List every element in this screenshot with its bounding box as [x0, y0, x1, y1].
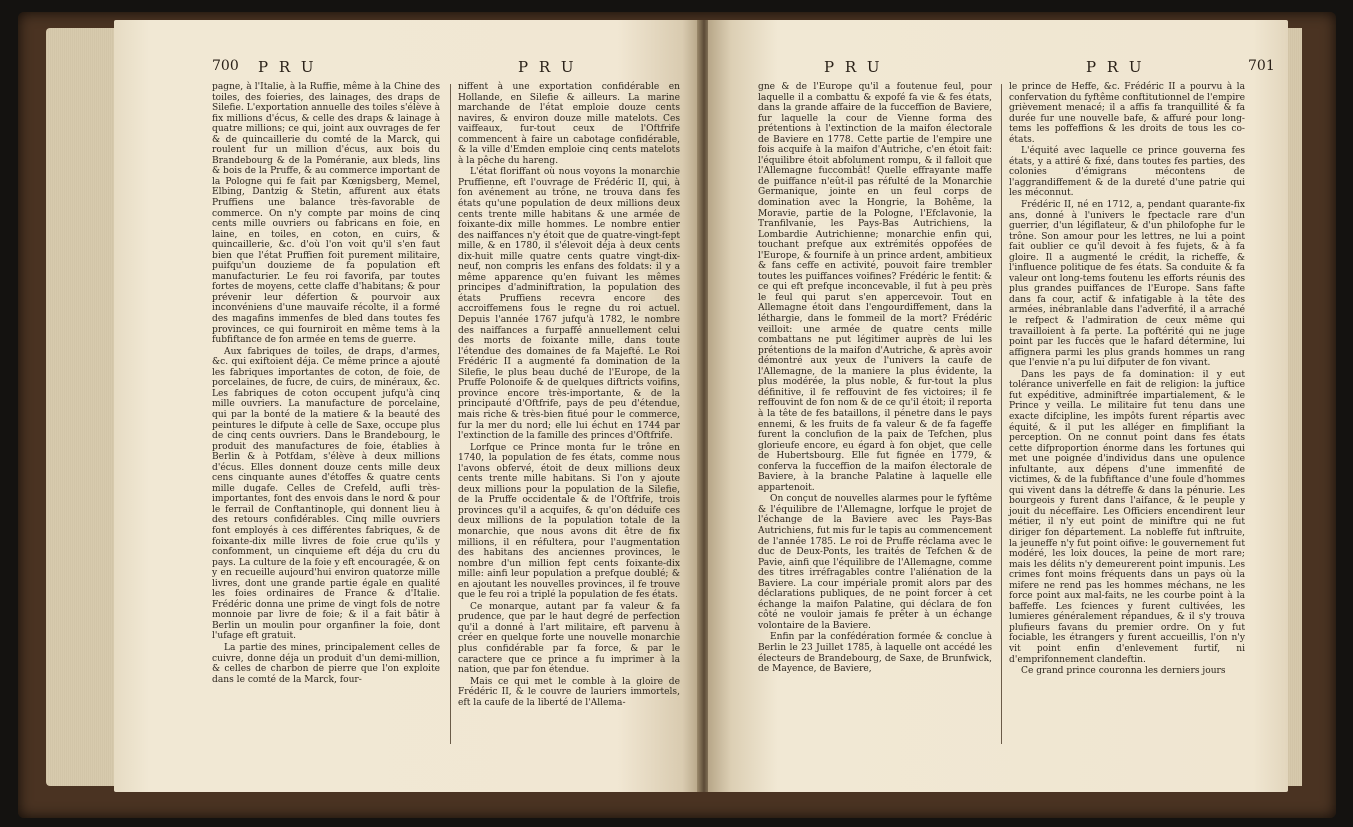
- left-column-2: [458, 82, 680, 709]
- right-running-head-1: P R U: [824, 58, 883, 76]
- paragraph: Frédéric II, né en 1712, a, pendant quarante-fix ans, donné à l'univers le fpectacle rare d'un guerrier, d'un légiflateur, & d'un philofophe fur le trône. Son amour pour les lettres, ne lui a point fait oublier ce qu'il devoit à fes fujets, & à fa gloire. Il a augmenté le crédit, la richeffe, & l'influence politique de fes états. Sa conduite & fa valeur ont long-tems foutenu les efforts réunis des plus grandes puiffances de l'Europe. Sans fafte dans fa cour, actif & infatigable à la tête des armées, inébranlable dans l'adverfité, il a arraché le refpect & l'admiration de ceux même qui travailloient à fa perte. La poftérité qui ne juge point par les fuccès que le hafard détermine, lui affignera parmi les plus grands hommes un rang que l'envie n'a pu lui difputer de fon vivant.: [1009, 200, 1245, 369]
- column-rule: [1001, 84, 1002, 744]
- column-rule: [450, 84, 451, 744]
- paragraph: Ce grand prince couronna les derniers jours: [1021, 666, 1226, 677]
- paragraph: Aux fabriques de toiles, de draps, d'armes, &c. qui exiftoient déja. Ce même prince a ajouté les fabriques importantes de coton, de foie, de porcelaines, de fucre, de cuirs, de minéraux, &c. Les fabriques de coton occupent jufqu'à cinq mille ouvriers. La manufacture de porcelaine, qui par la bonté de la matiere & la beauté des peintures le difpute à celle de Saxe, occupe plus de cinq cents ouvriers. Dans le Brandebourg, le produit des manufactures de foie, établies à Berlin & à Potfdam, s'élève à deux millions d'écus. Elles donnent douze cents mille deux cens cinquante aunes d'étoffes & quatre cents mille dugafe. Celles de Crefeld, aufli très-importantes, font des envois dans le nord & pour le ferrail de Conftantinople, qui donnent lieu à des retours confidérables. Cinq mille ouvriers font employés à ces différentes fabriques, & de foixante-dix mille livres de foie crue qu'ils y confomment, un cinquieme eft déja du cru du pays. La culture de la foie y eft encouragée, & on y en recueille aujourd'hui environ quatorze mille livres, dont une grande partie égale en qualité les foies ordinaires de France & d'Italie. Frédéric donna une prime de vingt fols de notre monnoie par livre de foie; & il a fait bâtir à Berlin un moulin pour organfiner la foie, dont l'ufage eft gratuit.: [212, 346, 440, 642]
- paragraph: pagne, à l'Italie, à la Ruffie, même à la Chine des toiles, des foieries, des lainages, des draps de Silefie. L'exportation annuelle des toiles s'élève à fix millions d'écus, & celle des draps & lainage à quatre millions; ce qui, joint aux ouvrages de fer & de quincaillerie du comté de la Marck, qui roulent fur un million d'écus, aux bois du Brandebourg & de la Poméranie, aux bleds, lins & bois de la Pruffe, & au commerce important de la Pologne qui fe fait par Kœnigsberg, Memel, Elbing, Dantzig & Stetin, affurent aux états Pruffiens une balance très-favorable de commerce. On n'y compte par moins de cinq cents mille ouvriers ou fabricans en foie, en laine, en toiles, en coton, en cuirs, & quincaillerie, &c. d'où l'on voit qu'il s'en faut bien que l'état Pruffien foit purement militaire, puifqu'un douzieme de fa population eft manufacturier. Le feu roi favorifa, par toutes fortes de moyens, cette claffe d'habitans; & pour prévenir leur défertion & pourvoir aux inconvéniens d'une mauvaife récolte, il a formé des magafins immenfes de bled dans toutes fes provinces, ce qui fourniroit en même tems à la fubfiftance de fon armée en tems de guerre.: [212, 82, 440, 346]
- paragraph: Lorfque ce Prince monta fur le trône en 1740, la population de fes états, comme nous l'avons obfervé, étoit de deux millions deux cents trente mille habitans. Si l'on y ajoute deux millions pour la population de la Silefie, de la Pruffe occidentale & de l'Oftfrife, trois provinces qu'il a acquifes, & qu'on déduife ces deux millions de la population totale de la monarchie, que nous avons dit être de fix millions, il en réfultera, pour l'augmentation des habitans des anciennes provinces, le nombre d'un million fept cents foixante-dix mille: ainfi leur population a prefque doublé; & en ajoutant les nouvelles provinces, il fe trouve que le feu roi a triplé la population de fes états.: [458, 442, 680, 601]
- paragraph: Ce monarque, autant par fa valeur & fa prudence, que par le haut degré de perfection qu'il a donné à l'art militaire, eft parvenu à créer en quelque forte une nouvelle monarchie plus confidérable par fa force, & par le caractere que ce prince a fu imprimer à la nation, que par fon étendue.: [458, 601, 680, 676]
- right-column-1: [758, 82, 992, 676]
- right-page: [708, 20, 1288, 792]
- paragraph: L'état floriffant où nous voyons la monarchie Pruffienne, eft l'ouvrage de Frédéric II, qui, à fon avénement au trône, ne trouva dans fes états qu'une population de deux millions deux cents trente mille habitans & une armée de foixante-dix mille hommes. Le nombre entier des naiffances n'y étoit que de quatre-vingt-fept mille, & en 1780, il s'élevoit déja à deux cents dix-huit mille quatre cents quatre vingt-dix-neuf, non compris les enfans des foldats: il y a même apparence qu'en fuivant les mêmes principes d'adminiftration, la population des états Pruffiens recevra encore des accroiffemens fous le regne du roi actuel. Depuis l'année 1767 jufqu'à 1782, le nombre des naiffances a furpaffé annuellement celui des morts de foixante mille, dans toute l'étendue des domaines de fa Majefté. Le Roi Frédéric II a augmenté fa domination de la Silefie, le plus beau duché de l'Europe, de la Pruffe Polonoife & de quelques diftricts voifins, province encore très-importante, & de la principauté d'Oftfrife, pays de peu d'étendue, mais riche & très-bien fitué pour le commerce, fur la mer du nord; elle lui échut en 1744 par l'extinction de la famille des princes d'Oftfrife.: [458, 167, 680, 442]
- paragraph: niffent à une exportation confidérable en Hollande, en Silefie & ailleurs. La marine marchande de l'état emploie douze cents navires, & environ douze mille matelots. Ces vaiffeaux, fur-tout ceux de l'Oftfrife commencent à faire un cabotage confidérable, & la ville d'Emden emploie cinq cents matelots à la pêche du hareng.: [458, 82, 680, 166]
- page-edges-right: [1286, 28, 1302, 786]
- right-column-2: [1009, 82, 1245, 678]
- paragraph: Mais ce qui met le comble à la gloire de Frédéric II, & le couvre de lauriers immortels, eft la caufe de la liberté de l'Allema-: [458, 676, 680, 708]
- left-column-1: [212, 82, 440, 686]
- paragraph: La partie des mines, principalement celles de cuivre, donne déja un produit d'un demi-million, & celles de charbon de pierre que l'on exploite dans le comté de la Marck, four-: [212, 642, 440, 685]
- left-running-head-2: P R U: [518, 58, 577, 76]
- paragraph: On conçut de nouvelles alarmes pour le fyftême & l'équilibre de l'Allemagne, lorfque le projet de l'échange de la Baviere avec les Pays-Bas Autrichiens, fut mis fur le tapis au commencement de l'année 1785. Le roi de Pruffe réclama avec le duc de Deux-Ponts, les traités de Tefchen & de Pavie, ainfi que l'équilibre de l'Allemagne, comme des titres irréfragables contre l'aliénation de la Baviere. La cour impériale promit alors par des déclarations publiques, de ne point forcer à cet échange la maifon Palatine, qui déclara de fon côté ne vouloir jamais fe prêter à un échange volontaire de la Baviere.: [758, 494, 992, 631]
- page-edges-left: [46, 28, 116, 786]
- left-page-number: 700: [212, 58, 239, 74]
- paragraph: le prince de Heffe, &c. Frédéric II a pourvu à la confervation du fyftême conftitutionnel de l'empire grièvement menacé; il a affis fa tranquillité & fa durée fur une nouvelle bafe, & affuré pour long-tems les poffeffions & les droits de tous les co-états.: [1009, 82, 1245, 145]
- left-page: [114, 20, 700, 792]
- left-page-header: [114, 58, 700, 78]
- paragraph: Dans les pays de fa domination: il y eut tolérance univerfelle en fait de religion: la juftice fut expéditive, adminiftrée impartialement, & le Prince y veilla. Le militaire fut tenu dans une exacte difcipline, les impôts furent répartis avec équité, & il put les alléger en fimplifiant la perception. On ne connut point dans fes états cette difproportion énorme dans les fortunes qui met une poignée d'individus dans une opulence infultante, aux dépens d'une immenfité de victimes, & de la fubfiftance d'une foule d'hommes qui vivent dans la détreffe & dans la pénurie. Les bourgeois y furent dans l'aifance, & le peuple y jouit du néceffaire. Les Officiers encendirent leur métier, il n'y eut point de miniftre qui ne fut diriger fon département. La nobleffe fut inftruite, la jeuneffe n'y fut point oifive: le gouvernement fut modéré, les loix douces, la peine de mort rare; mais les délits n'y demeurerent point impunis. Les crimes font moins fréquents dans un pays où la mifere ne rend pas les hommes méchans, ne les force point aux mal-faits, ne les courbe point à la baffeffe. Les fciences y furent cultivées, les lumieres généralement répandues, & il s'y trouva plufieurs favans du premier ordre. On y fut fociable, les étrangers y furent accueillis, l'on n'y vit point enfin d'enlevement furtif, ni d'emprifonnement clandeftin.: [1009, 369, 1245, 665]
- paragraph: gne & de l'Europe qu'il a foutenue feul, pour laquelle il a combattu & expofé fa vie & fes états, dans la grande affaire de la fucceffion de Baviere, fur laquelle la cour de Vienne forma des prétentions à l'extinction de la maifon électorale de Baviere en 1778. Cette partie de l'empire une fois acquife à la maifon d'Autriche, c'en étoit fait: l'équilibre étoit abfolument rompu, & il falloit que l'Allemagne fuccombât! Quelle effrayante maffe de puiffance n'eût-il pas réfulté de la Monarchie Germanique, jointe en un feul corps de domination avec la Hongrie, la Bohême, la Moravie, partie de la Pologne, l'Efclavonie, la Tranfilvanie, les Pays-Bas Autrichiens, la Lombardie Autrichienne; monarchie enfin qui, touchant prefque aux extrémités oppofées de l'Europe, & fournife à un prince ardent, ambitieux & fans ceffe en activité, pouvoit faire trembler toutes les puiffances voifines? Frédéric le fentit: & ce qui eft prefque inconcevable, il fut à peu près le feul qui parut s'en appercevoir. Tout en Allemagne étoit dans l'engourdiffement, dans la léthargie, dans le fommeil de la mort? Frédéric veilloit: une armée de quatre cents mille combattans ne put légitimer auprès de lui les prétentions de la maifon d'Autriche, & après avoir démontré aux yeux de l'univers la caufe de l'Allemagne, de la maniere la plus évidente, la plus modérée, la plus noble, & fur-tout la plus définitive, il fe reffouvint de fes victoires; il fe reffouvint de fon nom & de ce qu'il étoit; il reporta à la tête de fes bataillons, il pénetre dans le pays ennemi, & les fruits de fa valeur & de fa fageffe furent la conclufion de la paix de Tefchen, plus glorieufe encore, eu égard à fon objet, que celle de Hubertsbourg. Elle fut fignée en 1779, & conferva la fucceffion de la maifon électorale de Baviere, à la branche Palatine à laquelle elle appartenoit.: [758, 82, 993, 493]
- right-page-number: 701: [1248, 58, 1275, 74]
- right-page-header: [708, 58, 1288, 78]
- paragraph: Enfin par la confédération formée & conclue à Berlin le 23 Juillet 1785, à laquelle ont accédé les électeurs de Brandebourg, de Saxe, de Brunfwick, de Mayence, de Baviere,: [758, 632, 992, 675]
- right-running-head-2: P R U: [1086, 58, 1145, 76]
- paragraph: L'équité avec laquelle ce prince gouverna fes états, y a attiré & fixé, dans toutes fes parties, des colonies d'émigrans mécontens de l'aggrandiffement & de la dureté d'une patrie qui les méconnut.: [1009, 146, 1245, 199]
- left-running-head-1: P R U: [258, 58, 317, 76]
